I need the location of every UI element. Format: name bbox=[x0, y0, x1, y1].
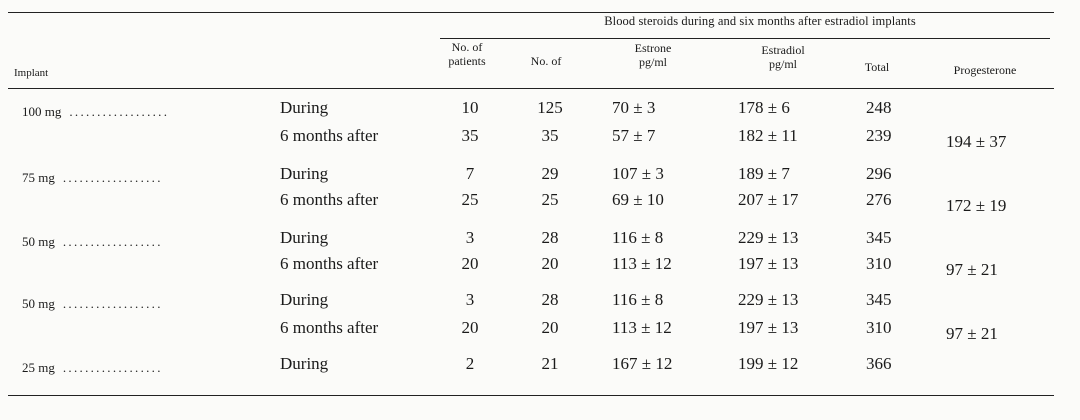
leader-dots: .................. bbox=[62, 360, 163, 375]
col-header-implant: Implant bbox=[14, 67, 49, 79]
patients-value: 25 bbox=[461, 190, 479, 209]
estrone-value: 116 ± 8 bbox=[612, 228, 664, 247]
no-value: 35 bbox=[541, 126, 559, 145]
total-value: 310 bbox=[866, 318, 892, 337]
patients-value: 3 bbox=[465, 228, 475, 247]
col-header-estrone bbox=[618, 41, 688, 69]
leader-dots: .................. bbox=[62, 296, 163, 311]
table-top-rule bbox=[8, 12, 1054, 13]
col-header-estradiol bbox=[745, 43, 821, 71]
estradiol-value: 178 ± 6 bbox=[738, 98, 790, 117]
period-label: During bbox=[280, 290, 329, 309]
total-value: 276 bbox=[866, 190, 892, 209]
period-label: During bbox=[280, 354, 329, 373]
col-header-progesterone: Progesterone bbox=[953, 63, 1017, 77]
estrone-value: 70 ± 3 bbox=[612, 98, 656, 117]
progesterone-value: 172 ± 19 bbox=[946, 196, 1007, 215]
estradiol-value: 229 ± 13 bbox=[738, 290, 799, 309]
patients-value: 10 bbox=[461, 98, 479, 117]
implant-dose-label: 50 mg bbox=[22, 296, 55, 311]
col-header-estrone-line1: Estrone bbox=[634, 41, 672, 55]
implant-dose bbox=[22, 168, 163, 188]
total-value: 296 bbox=[866, 164, 892, 183]
col-header-total: Total bbox=[864, 60, 890, 74]
header-rule bbox=[8, 88, 1054, 89]
col-header-estrone-line2: pg/ml bbox=[638, 55, 667, 69]
no-value: 29 bbox=[541, 164, 559, 183]
estrone-value: 69 ± 10 bbox=[612, 190, 664, 209]
period-label: During bbox=[280, 98, 329, 117]
implant-dose-label: 25 mg bbox=[22, 360, 55, 375]
estrone-value: 113 ± 12 bbox=[612, 254, 672, 273]
progesterone-value: 97 ± 21 bbox=[946, 324, 998, 343]
implant-dose bbox=[22, 358, 163, 378]
implant-dose-label: 75 mg bbox=[22, 170, 55, 185]
patients-value: 20 bbox=[461, 254, 479, 273]
estradiol-value: 197 ± 13 bbox=[738, 318, 799, 337]
implant-dose bbox=[22, 102, 169, 122]
estradiol-value: 229 ± 13 bbox=[738, 228, 799, 247]
col-header-no: No. of bbox=[530, 54, 562, 68]
estrone-value: 57 ± 7 bbox=[612, 126, 656, 145]
col-header-patients-line1: No. of bbox=[451, 40, 483, 54]
table-spanner-heading: Blood steroids during and six months after estradiol implants bbox=[604, 14, 916, 28]
leader-dots: .................. bbox=[62, 170, 163, 185]
patients-value: 35 bbox=[461, 126, 479, 145]
col-header-patients bbox=[436, 40, 498, 68]
total-value: 345 bbox=[866, 228, 892, 247]
no-value: 20 bbox=[541, 254, 559, 273]
patients-value: 3 bbox=[465, 290, 475, 309]
progesterone-value: 97 ± 21 bbox=[946, 260, 998, 279]
no-value: 28 bbox=[541, 228, 559, 247]
period-label: 6 months after bbox=[280, 190, 379, 209]
spanner-rule bbox=[440, 38, 1050, 39]
patients-value: 2 bbox=[465, 354, 475, 373]
no-value: 21 bbox=[541, 354, 559, 373]
leader-dots: .................. bbox=[62, 234, 163, 249]
period-label: During bbox=[280, 164, 329, 183]
estrone-value: 107 ± 3 bbox=[612, 164, 664, 183]
estrone-value: 167 ± 12 bbox=[612, 354, 673, 373]
no-value: 25 bbox=[541, 190, 559, 209]
total-value: 239 bbox=[866, 126, 892, 145]
estradiol-value: 207 ± 17 bbox=[738, 190, 799, 209]
col-header-estradiol-line2: pg/ml bbox=[768, 57, 797, 71]
period-label: 6 months after bbox=[280, 126, 379, 145]
total-value: 248 bbox=[866, 98, 892, 117]
no-value: 20 bbox=[541, 318, 559, 337]
period-label: During bbox=[280, 228, 329, 247]
implant-dose bbox=[22, 294, 163, 314]
progesterone-value: 194 ± 37 bbox=[946, 132, 1007, 151]
no-value: 28 bbox=[541, 290, 559, 309]
estradiol-value: 199 ± 12 bbox=[738, 354, 799, 373]
estrone-value: 113 ± 12 bbox=[612, 318, 672, 337]
total-value: 310 bbox=[866, 254, 892, 273]
implant-dose bbox=[22, 232, 163, 252]
estrone-value: 116 ± 8 bbox=[612, 290, 664, 309]
estradiol-value: 197 ± 13 bbox=[738, 254, 799, 273]
col-header-estradiol-line1: Estradiol bbox=[761, 43, 805, 57]
table-bottom-rule bbox=[8, 395, 1054, 396]
estradiol-value: 182 ± 11 bbox=[738, 126, 798, 145]
total-value: 366 bbox=[866, 354, 892, 373]
total-value: 345 bbox=[866, 290, 892, 309]
patients-value: 20 bbox=[461, 318, 479, 337]
implant-dose-label: 100 mg bbox=[22, 104, 62, 119]
no-value: 125 bbox=[537, 98, 563, 117]
patients-value: 7 bbox=[465, 164, 475, 183]
estradiol-value: 189 ± 7 bbox=[738, 164, 790, 183]
implant-dose-label: 50 mg bbox=[22, 234, 55, 249]
period-label: 6 months after bbox=[280, 318, 379, 337]
leader-dots: .................. bbox=[69, 104, 170, 119]
period-label: 6 months after bbox=[280, 254, 379, 273]
col-header-patients-line2: patients bbox=[448, 54, 486, 68]
